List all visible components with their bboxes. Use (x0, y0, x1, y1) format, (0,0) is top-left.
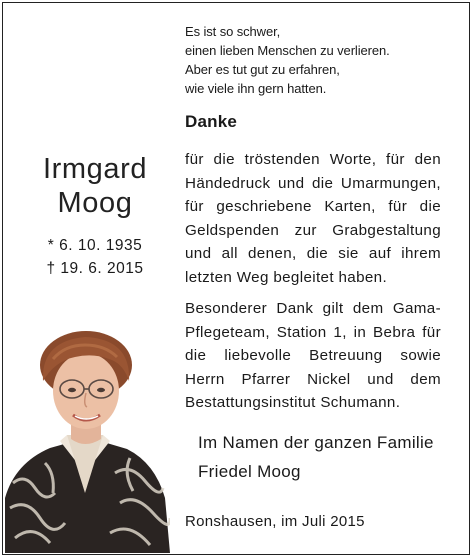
life-dates (20, 234, 170, 280)
special-thanks-paragraph (185, 297, 441, 415)
portrait-illustration (5, 323, 170, 553)
special-thanks-line: Herrn Pfarrer Nickel und dem (185, 370, 441, 388)
death-date: † 19. 6. 2015 (46, 260, 144, 277)
deceased-first-name: Irmgard (42, 153, 148, 185)
birth-date: * 6. 10. 1935 (47, 237, 143, 254)
signature-line: Im Namen der ganzen Familie (198, 433, 434, 452)
place-and-date: Ronshausen, im Juli 2015 (185, 513, 365, 530)
special-thanks-line: Pflegeteam, Station 1, in Bebra für (185, 323, 441, 341)
poem (185, 22, 455, 98)
signature-block (198, 428, 434, 486)
deceased-last-name: Moog (57, 187, 133, 219)
thanks-line: für geschriebene Karten, für die (185, 198, 441, 215)
poem-line: Es ist so schwer, (185, 24, 281, 39)
signature-line: Friedel Moog (198, 462, 301, 481)
thanks-line: Geldspenden zur Grabgestaltung (185, 221, 441, 239)
thanks-line: und all denen, die sie auf ihrem (185, 245, 441, 262)
special-thanks-line: Besonderer Dank gilt dem Gama- (185, 300, 441, 317)
thanks-heading: Danke (185, 112, 238, 131)
thanks-paragraph (185, 148, 441, 289)
poem-line: einen lieben Menschen zu verlieren. (185, 43, 390, 58)
poem-line: wie viele ihn gern hatten. (185, 81, 327, 96)
special-thanks-line: Bestattungsinstitut Schumann. (185, 394, 401, 411)
deceased-block (20, 152, 170, 280)
special-thanks-line: die liebevolle Betreuung sowie (185, 347, 441, 364)
thanks-line: Händedruck und die Umarmungen, (185, 174, 441, 192)
portrait-photo (5, 323, 170, 553)
thanks-line: letzten Weg begleitet haben. (185, 268, 388, 286)
poem-line: Aber es tut gut zu erfahren, (185, 62, 340, 77)
thanks-line: für die tröstenden Worte, für den (185, 151, 441, 168)
